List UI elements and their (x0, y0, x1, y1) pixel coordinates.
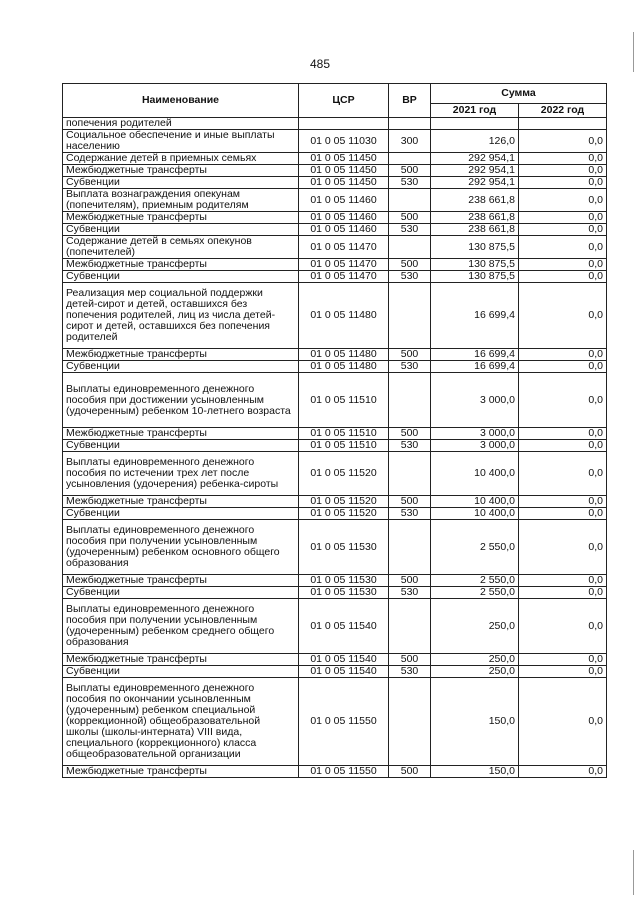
row-name: Субвенции (63, 361, 299, 373)
row-csr: 01 0 05 11450 (299, 177, 389, 189)
header-name: Наименование (63, 84, 299, 118)
row-sum-2021: 292 954,1 (431, 153, 519, 165)
row-sum-2022: 0,0 (519, 212, 607, 224)
row-sum-2021: 130 875,5 (431, 259, 519, 271)
row-name: Содержание детей в семьях опекунов (попечителей) (63, 236, 299, 259)
row-csr (299, 118, 389, 130)
row-vr: 530 (389, 440, 431, 452)
row-sum-2021: 292 954,1 (431, 177, 519, 189)
row-sum-2021: 10 400,0 (431, 496, 519, 508)
table-row (63, 599, 607, 654)
row-vr: 500 (389, 496, 431, 508)
row-sum-2021: 250,0 (431, 599, 519, 654)
row-name: Выплаты единовременного денежного пособия при получении усыновленным (удочеренным) ребенком среднего общего образования (63, 599, 299, 654)
row-vr (389, 678, 431, 766)
row-sum-2021: 2 550,0 (431, 575, 519, 587)
row-name: Реализация мер социальной поддержки детей-сирот и детей, оставшихся без попечения родителей, лиц из числа детей-сирот и детей, оставшихся без попечения родителей (63, 283, 299, 349)
table-row (63, 177, 607, 189)
row-sum-2022: 0,0 (519, 599, 607, 654)
row-sum-2021: 292 954,1 (431, 165, 519, 177)
row-sum-2021: 150,0 (431, 678, 519, 766)
row-name: Субвенции (63, 177, 299, 189)
row-sum-2021: 150,0 (431, 766, 519, 778)
row-sum-2022: 0,0 (519, 428, 607, 440)
row-csr: 01 0 05 11530 (299, 520, 389, 575)
row-csr: 01 0 05 11480 (299, 349, 389, 361)
row-csr: 01 0 05 11450 (299, 153, 389, 165)
row-csr: 01 0 05 11510 (299, 373, 389, 428)
row-sum-2022: 0,0 (519, 373, 607, 428)
row-name: Содержание детей в приемных семьях (63, 153, 299, 165)
table-row (63, 678, 607, 766)
row-name: Выплаты единовременного денежного пособия по окончании усыновленным (удочеренным) ребенком специальной (коррекционной) общеобразовательной школы (школы-интерната) VIII вида, специального (коррекционного) класса общеобразовательной организации (63, 678, 299, 766)
header-vr: ВР (389, 84, 431, 118)
row-name: Межбюджетные трансферты (63, 575, 299, 587)
row-sum-2021: 3 000,0 (431, 373, 519, 428)
row-csr: 01 0 05 11460 (299, 189, 389, 212)
table-row (63, 575, 607, 587)
row-name: Межбюджетные трансферты (63, 165, 299, 177)
page-edge-mark-top (633, 32, 634, 72)
row-sum-2022: 0,0 (519, 189, 607, 212)
page-edge-mark-bottom (633, 850, 634, 895)
row-vr (389, 236, 431, 259)
table-row (63, 654, 607, 666)
row-vr (389, 373, 431, 428)
row-csr: 01 0 05 11470 (299, 259, 389, 271)
row-vr (389, 599, 431, 654)
row-sum-2021: 3 000,0 (431, 440, 519, 452)
row-vr: 530 (389, 666, 431, 678)
table-row (63, 766, 607, 778)
row-vr: 500 (389, 766, 431, 778)
row-sum-2022: 0,0 (519, 177, 607, 189)
row-sum-2022: 0,0 (519, 283, 607, 349)
row-sum-2021: 16 699,4 (431, 361, 519, 373)
header-csr: ЦСР (299, 84, 389, 118)
row-sum-2022: 0,0 (519, 766, 607, 778)
row-name: Межбюджетные трансферты (63, 212, 299, 224)
row-vr: 500 (389, 575, 431, 587)
table-row (63, 153, 607, 165)
row-csr: 01 0 05 11520 (299, 452, 389, 496)
row-sum-2021: 126,0 (431, 130, 519, 153)
row-name: Выплаты единовременного денежного пособия при получении усыновленным (удочеренным) ребенком основного общего образования (63, 520, 299, 575)
row-vr (389, 283, 431, 349)
row-sum-2022: 0,0 (519, 654, 607, 666)
row-vr: 530 (389, 508, 431, 520)
row-csr: 01 0 05 11530 (299, 575, 389, 587)
row-name: Субвенции (63, 224, 299, 236)
table-row (63, 440, 607, 452)
row-vr (389, 520, 431, 575)
row-sum-2022: 0,0 (519, 236, 607, 259)
row-csr: 01 0 05 11550 (299, 766, 389, 778)
row-vr: 530 (389, 177, 431, 189)
header-2021: 2021 год (431, 104, 519, 118)
row-sum-2022: 0,0 (519, 587, 607, 599)
row-vr (389, 452, 431, 496)
row-name: Выплаты единовременного денежного пособия при достижении усыновленным (удочеренным) ребенком 10-летнего возраста (63, 373, 299, 428)
row-csr: 01 0 05 11540 (299, 599, 389, 654)
table-row (63, 165, 607, 177)
row-name: Субвенции (63, 587, 299, 599)
table-row (63, 118, 607, 130)
row-csr: 01 0 05 11520 (299, 496, 389, 508)
table-row (63, 428, 607, 440)
row-csr: 01 0 05 11450 (299, 165, 389, 177)
row-sum-2021: 10 400,0 (431, 508, 519, 520)
row-sum-2021: 250,0 (431, 666, 519, 678)
row-vr: 300 (389, 130, 431, 153)
row-csr: 01 0 05 11470 (299, 236, 389, 259)
row-name: Межбюджетные трансферты (63, 428, 299, 440)
row-sum-2021: 16 699,4 (431, 349, 519, 361)
row-sum-2022: 0,0 (519, 508, 607, 520)
table-row (63, 508, 607, 520)
row-name: Субвенции (63, 440, 299, 452)
row-vr: 500 (389, 349, 431, 361)
table-row (63, 361, 607, 373)
row-sum-2021: 250,0 (431, 654, 519, 666)
row-vr: 530 (389, 361, 431, 373)
row-sum-2022: 0,0 (519, 452, 607, 496)
table-row (63, 349, 607, 361)
row-vr (389, 189, 431, 212)
table-body (63, 118, 607, 778)
row-csr: 01 0 05 11530 (299, 587, 389, 599)
row-csr: 01 0 05 11470 (299, 271, 389, 283)
row-name: Выплата вознаграждения опекунам (попечителям), приемным родителям (63, 189, 299, 212)
table-row (63, 520, 607, 575)
table-row (63, 259, 607, 271)
table-row (63, 452, 607, 496)
page-number: 485 (309, 57, 331, 71)
row-vr: 500 (389, 654, 431, 666)
table-row (63, 236, 607, 259)
table-row (63, 587, 607, 599)
row-vr (389, 153, 431, 165)
row-name: Выплаты единовременного денежного пособия по истечении трех лет после усыновления (удочерения) ребенка-сироты (63, 452, 299, 496)
row-name: попечения родителей (63, 118, 299, 130)
row-sum-2021: 130 875,5 (431, 271, 519, 283)
row-csr: 01 0 05 11520 (299, 508, 389, 520)
row-vr: 530 (389, 587, 431, 599)
row-sum-2021: 2 550,0 (431, 520, 519, 575)
row-csr: 01 0 05 11540 (299, 666, 389, 678)
row-sum-2021: 3 000,0 (431, 428, 519, 440)
row-vr: 500 (389, 212, 431, 224)
row-csr: 01 0 05 11480 (299, 283, 389, 349)
table-row (63, 189, 607, 212)
table-row (63, 496, 607, 508)
row-csr: 01 0 05 11550 (299, 678, 389, 766)
table-row (63, 283, 607, 349)
row-sum-2022: 0,0 (519, 165, 607, 177)
row-sum-2022 (519, 118, 607, 130)
row-sum-2022: 0,0 (519, 349, 607, 361)
table-row (63, 212, 607, 224)
row-sum-2022: 0,0 (519, 271, 607, 283)
row-name: Субвенции (63, 508, 299, 520)
row-sum-2021: 16 699,4 (431, 283, 519, 349)
row-csr: 01 0 05 11510 (299, 440, 389, 452)
row-sum-2021: 10 400,0 (431, 452, 519, 496)
row-vr (389, 118, 431, 130)
row-sum-2022: 0,0 (519, 575, 607, 587)
row-vr: 530 (389, 224, 431, 236)
row-name: Субвенции (63, 271, 299, 283)
row-sum-2021: 2 550,0 (431, 587, 519, 599)
row-sum-2022: 0,0 (519, 259, 607, 271)
row-sum-2022: 0,0 (519, 130, 607, 153)
row-sum-2022: 0,0 (519, 361, 607, 373)
row-sum-2022: 0,0 (519, 224, 607, 236)
table-row (63, 666, 607, 678)
row-name: Межбюджетные трансферты (63, 766, 299, 778)
table-row (63, 224, 607, 236)
row-sum-2022: 0,0 (519, 520, 607, 575)
row-vr: 500 (389, 259, 431, 271)
row-sum-2021 (431, 118, 519, 130)
row-sum-2022: 0,0 (519, 440, 607, 452)
row-sum-2021: 238 661,8 (431, 224, 519, 236)
row-sum-2021: 130 875,5 (431, 236, 519, 259)
table-row (63, 271, 607, 283)
row-vr: 500 (389, 428, 431, 440)
row-sum-2022: 0,0 (519, 666, 607, 678)
row-csr: 01 0 05 11460 (299, 212, 389, 224)
row-sum-2022: 0,0 (519, 153, 607, 165)
table-row (63, 130, 607, 153)
row-csr: 01 0 05 11480 (299, 361, 389, 373)
row-name: Межбюджетные трансферты (63, 349, 299, 361)
header-sum: Сумма (431, 84, 607, 104)
row-vr: 530 (389, 271, 431, 283)
row-csr: 01 0 05 11540 (299, 654, 389, 666)
row-csr: 01 0 05 11460 (299, 224, 389, 236)
row-sum-2021: 238 661,8 (431, 212, 519, 224)
row-csr: 01 0 05 11510 (299, 428, 389, 440)
row-sum-2022: 0,0 (519, 496, 607, 508)
row-name: Межбюджетные трансферты (63, 496, 299, 508)
table-row (63, 373, 607, 428)
row-name: Социальное обеспечение и иные выплаты населению (63, 130, 299, 153)
header-2022: 2022 год (519, 104, 607, 118)
budget-table (62, 83, 607, 778)
row-csr: 01 0 05 11030 (299, 130, 389, 153)
row-sum-2021: 238 661,8 (431, 189, 519, 212)
row-vr: 500 (389, 165, 431, 177)
row-sum-2022: 0,0 (519, 678, 607, 766)
row-name: Межбюджетные трансферты (63, 259, 299, 271)
row-name: Субвенции (63, 666, 299, 678)
row-name: Межбюджетные трансферты (63, 654, 299, 666)
